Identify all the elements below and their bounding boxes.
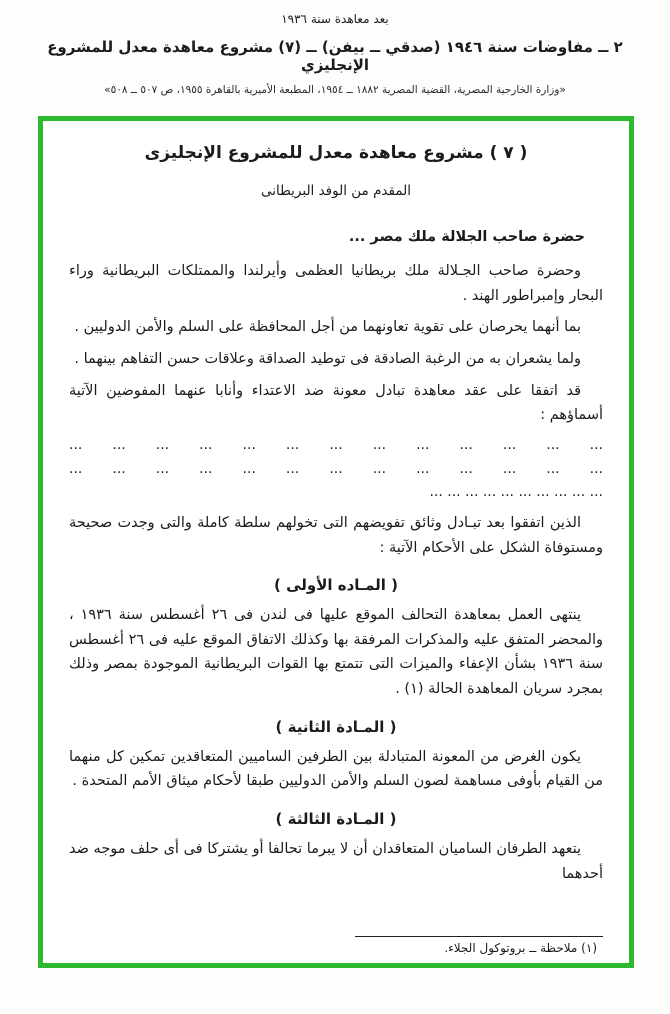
source-citation: «وزارة الخارجية المصرية، القضية المصرية ١٨٨٢ ــ ١٩٥٤، المطبعة الأميرية بالقاهرة ١٩٥٥، ص ٥٠٧ ــ ٥٠٨» [104, 84, 566, 96]
preamble-paragraph: قد اتفقا على عقد معاهدة تبادل معونة ضد الاعتداء وأنابا عنهما المفوضين الآتية أسماؤهم : [69, 382, 603, 424]
section-title: ٢ ــ مفاوضات سنة ١٩٤٦ (صدقي ــ بيفن) ــ (٧) مشروع معاهدة معدل للمشروع الإنجليزي [47, 38, 623, 74]
document-subtitle: المقدم من الوفد البريطانى [260, 183, 412, 199]
agreement-clause: الذين اتفقوا بعد تبـادل وثائق تفويضهم التى تخولهم سلطة كاملة والتى وجدت صحيحة ومستوفاة الشكل على الأحكام الآتية : [69, 514, 603, 556]
preamble-paragraph: ولما يشعران به من الرغبة الصادقة فى توطيد الصداقة وعلاقات حسن التفاهم بينهما . [74, 350, 581, 367]
footnote: (١) ملاحظة ــ بروتوكول الجلاء. [444, 941, 597, 955]
article-3-heading: ( المـادة الثالثة ) [275, 810, 397, 829]
article-1-body: ينتهى العمل بمعاهدة التحالف الموقع عليها فى لندن فى ٢٦ أغسطس سنة ١٩٣٦ ، والمحضر المتفق عليه والمذكرات المرفقة بها وكذلك الاتفاق الموقع عليه فى ٢٦ أغسطس سنة ١٩٣٦ بشأن الإعفاء والميزات التى تتمتع بها القوات البريطانية الموجودة بمصر وذلك بمجرد سريان المعاهدة الحالة (١) . [69, 607, 604, 698]
article-1-heading: ( المـاده الأولى ) [274, 576, 398, 595]
signatories-placeholder-dots: ... ... ... ... ... ... ... ... ... ... ... ... ... [69, 436, 603, 453]
article-3-body: يتعهد الطرفان الساميان المتعاقدان أن لا يبرما تحالفا أو يشتركا فى أى حلف موجه ضد أحدهما [69, 841, 603, 882]
salutation-line: حضرة صاحب الجلالة ملك مصر ... [348, 229, 585, 245]
article-2-heading: ( المـادة الثانية ) [275, 717, 397, 736]
preamble-paragraph: بما أنهما يحرصان على تقوية تعاونهما من أجل المحافظة على السلم والأمن الدوليين . [74, 319, 581, 336]
article-2-body: يكون الغرض من المعونة المتبادلة بين الطرفين الساميين المتعاقدين تمكين كل منهما من القيام بأوفى مساهمة لصون السلم والأمن الدوليين طبقا لأحكام ميثاق الأمم المتحدة . [69, 748, 603, 790]
running-title: بعد معاهدة سنة ١٩٣٦ [281, 12, 389, 26]
page-header [0, 12, 670, 96]
document-title: ( ٧ ) مشروع معاهدة معدل للمشروع الإنجليزى [144, 143, 528, 163]
document-frame [38, 116, 634, 968]
signatories-placeholder-dots: ... ... ... ... ... ... ... ... ... ... [429, 484, 603, 501]
signatories-placeholder-dots: ... ... ... ... ... ... ... ... ... ... ... ... ... [69, 460, 603, 477]
footnote-block [69, 936, 603, 955]
preamble-paragraph: وحضرة صاحب الجـلالة ملك بريطانيا العظمى وأيرلندا والممتلكات البريطانية وراء البحار وإمبراطور الهند . [69, 263, 603, 304]
footnote-separator [355, 936, 603, 937]
